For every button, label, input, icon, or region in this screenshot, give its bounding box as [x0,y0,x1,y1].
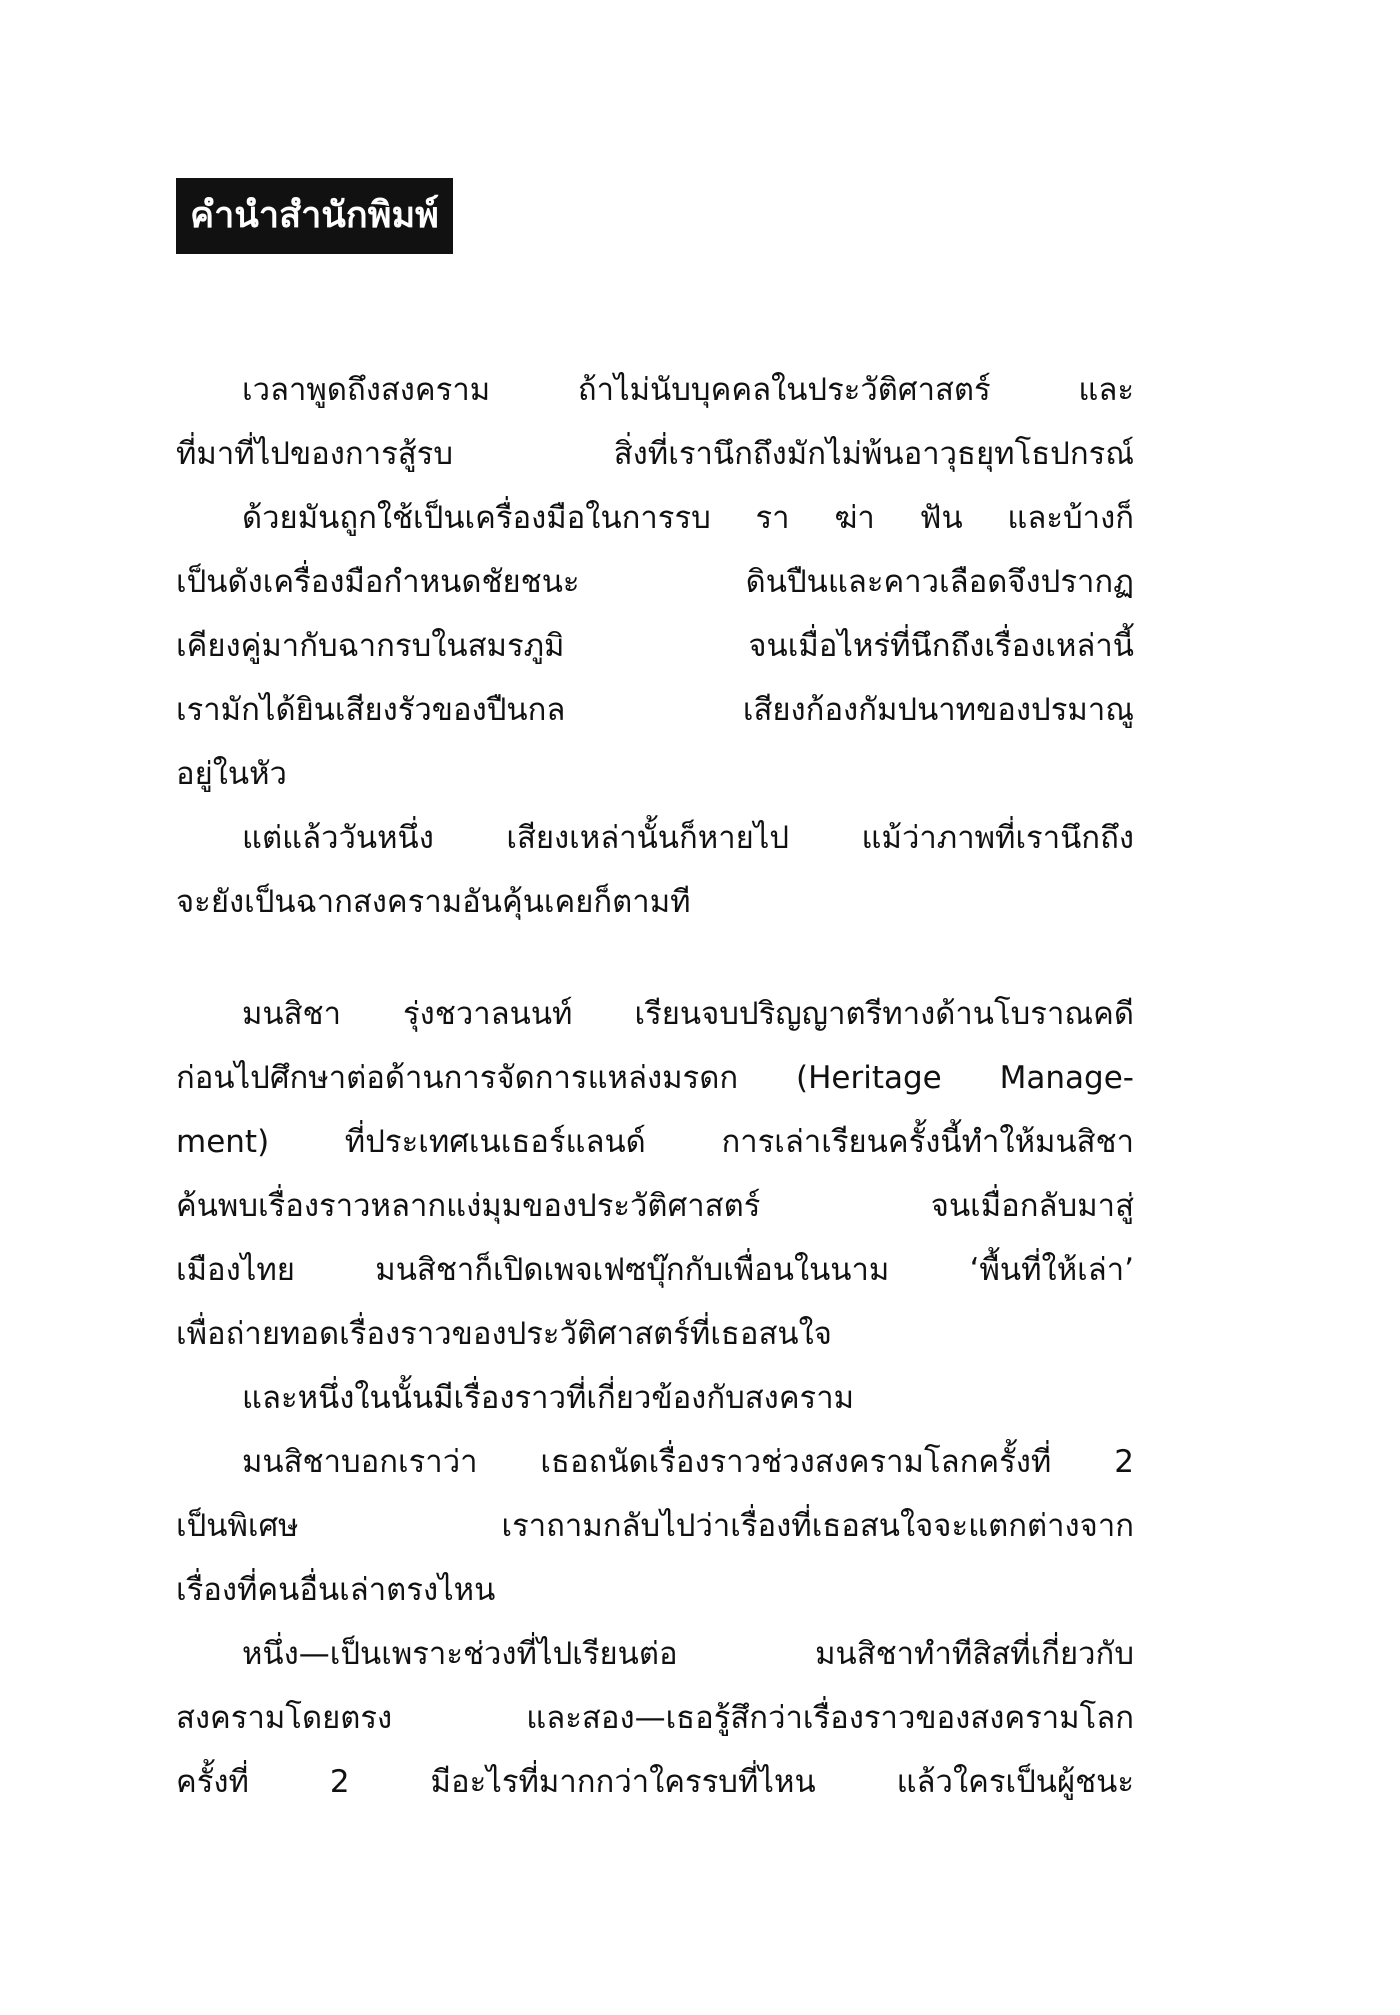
section-header-title: คำนำสำนักพิมพ์ [190,195,439,236]
text-line: เรื่องที่คนอื่นเล่าตรงไหน [176,1572,496,1608]
text-line: แต่แล้ววันหนึ่ง เสียงเหล่านั้นก็หายไป แม้ว่าภาพที่เรานึกถึง [242,820,1134,856]
text-line: ครั้งที่ 2 มีอะไรที่มากกว่าใครรบที่ไหน แล้วใครเป็นผู้ชนะ [176,1764,1134,1800]
text-line: เพื่อถ่ายทอดเรื่องราวของประวัติศาสตร์ที่เธอสนใจ [176,1316,832,1352]
text-line: สงครามโดยตรง และสอง—เธอรู้สึกว่าเรื่องราวของสงครามโลก [176,1700,1134,1736]
text-line: ที่มาที่ไปของการสู้รบ สิ่งที่เรานึกถึงมักไม่พ้นอาวุธยุทโธปกรณ์ [176,436,1134,472]
text-line: เมืองไทย มนสิชาก็เปิดเพจเฟซบุ๊กกับเพื่อนในนาม ‘พื้นที่ให้เล่า’ [176,1252,1134,1288]
text-line: มนสิชา รุ่งชวาลนนท์ เรียนจบปริญญาตรีทางด้านโบราณคดี [242,996,1134,1032]
text-line: มนสิชาบอกเราว่า เธอถนัดเรื่องราวช่วงสงครามโลกครั้งที่ 2 [242,1444,1134,1480]
text-line: เคียงคู่มากับฉากรบในสมรภูมิ จนเมื่อไหร่ที่นึกถึงเรื่องเหล่านี้ [176,628,1134,664]
paragraph-block-1 [176,358,1134,934]
text-line: อยู่ในหัว [176,756,287,792]
text-line: ก่อนไปศึกษาต่อด้านการจัดการแหล่งมรดก (Heritage Manage- [176,1060,1134,1096]
text-line: หนึ่ง—เป็นเพราะช่วงที่ไปเรียนต่อ มนสิชาทำทีสิสที่เกี่ยวกับ [242,1636,1134,1672]
text-line: ด้วยมันถูกใช้เป็นเครื่องมือในการรบ รา ฆ่า ฟัน และบ้างก็ [242,500,1134,536]
text-line: ment) ที่ประเทศเนเธอร์แลนด์ การเล่าเรียนครั้งนี้ทำให้มนสิชา [176,1124,1134,1160]
text-line: และหนึ่งในนั้นมีเรื่องราวที่เกี่ยวข้องกับสงคราม [242,1380,855,1416]
text-line: จะยังเป็นฉากสงครามอันคุ้นเคยก็ตามที [176,884,691,920]
section-header [176,178,453,254]
text-line: เรามักได้ยินเสียงรัวของปืนกล เสียงก้องกัมปนาทของปรมาณู [176,692,1134,728]
text-line: ค้นพบเรื่องราวหลากแง่มุมของประวัติศาสตร์ จนเมื่อกลับมาสู่ [176,1188,1134,1224]
paragraph-block-2 [176,982,1134,1814]
text-line: เป็นพิเศษ เราถามกลับไปว่าเรื่องที่เธอสนใจจะแตกต่างจาก [176,1508,1134,1544]
text-line: เวลาพูดถึงสงคราม ถ้าไม่นับบุคคลในประวัติศาสตร์ และ [242,372,1134,408]
text-line: เป็นดังเครื่องมือกำหนดชัยชนะ ดินปืนและคาวเลือดจึงปรากฏ [176,564,1134,600]
